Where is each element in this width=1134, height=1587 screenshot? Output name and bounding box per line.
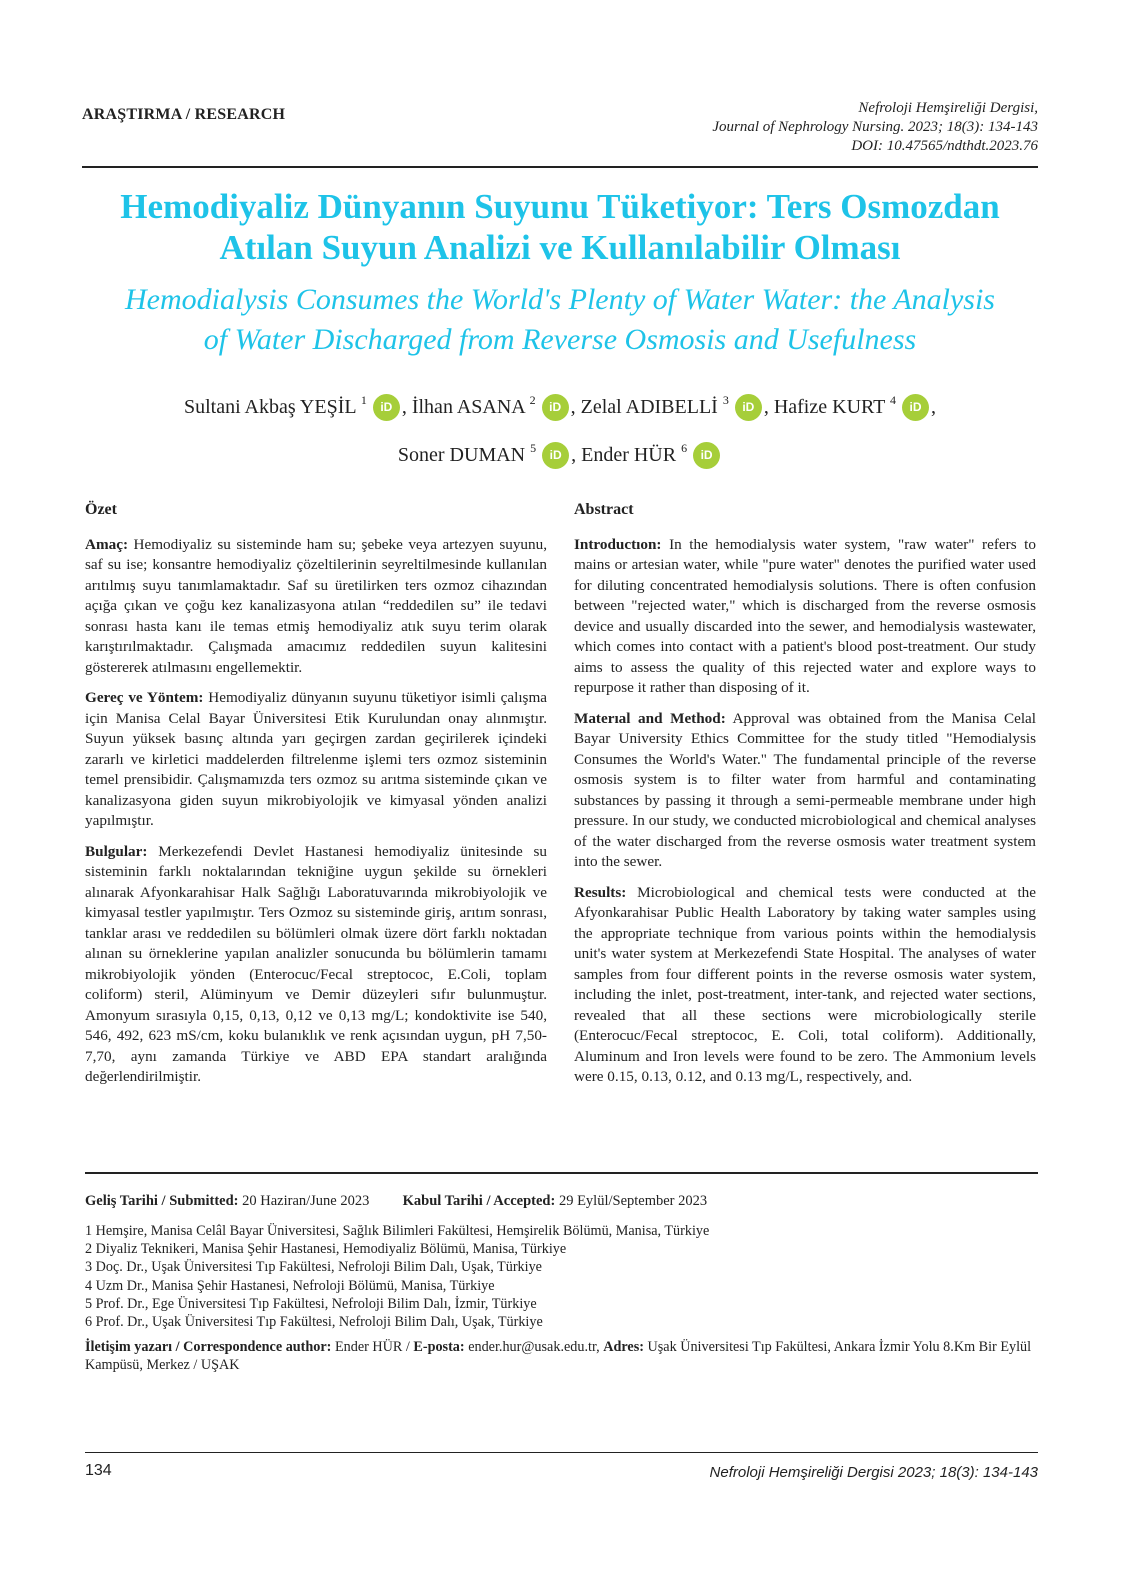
address-label: Adres: (603, 1339, 644, 1355)
ozet-bulgular-paragraph (85, 842, 547, 1088)
affiliation-6: 6 Prof. Dr., Uşak Üniversitesi Tıp Fakültesi, Nefroloji Bilim Dalı, Uşak, Türkiye (85, 1314, 543, 1331)
affiliation-3: 3 Doç. Dr., Uşak Üniversitesi Tıp Fakültesi, Nefroloji Bilim Dalı, Uşak, Türkiye (85, 1259, 542, 1276)
title-en-line-1: Hemodialysis Consumes the World's Plenty of Water Water: the Analysis (125, 283, 995, 316)
author-affiliation-number: 3 (722, 393, 729, 407)
author-separator: , (570, 396, 576, 418)
abstract-method-paragraph (574, 709, 1036, 873)
submitted-label: Geliş Tarihi / Submitted: (85, 1193, 239, 1209)
orcid-icon[interactable]: iD (693, 442, 720, 469)
author-affiliation-number: 1 (360, 393, 367, 407)
affiliation-4: 4 Uzm Dr., Manisa Şehir Hastanesi, Nefroloji Bölümü, Manisa, Türkiye (85, 1277, 495, 1294)
author-affiliation-number: 6 (681, 441, 688, 455)
ozet-heading: Özet (85, 501, 117, 518)
abstract-intro-paragraph (574, 535, 1036, 699)
email-label: E-posta: (413, 1339, 465, 1355)
journal-name-tr: Nefroloji Hemşireliği Dergisi, (858, 100, 1038, 116)
author-name: İlhan ASANA (411, 396, 525, 418)
bulgular-text: Merkezefendi Devlet Hastanesi hemodiyaliz ünitesinde su sisteminin farklı noktalarından tekniğine uygun şekilde su örnekleri alınarak Afyonkarahisar Halk Sağlığı Laboratuvarında mikrobiyolojik ve kimyasal testler yapılmıştır. Ters Ozmoz su sisteminde giriş, arıtım sonrası, tanklar arası ve reddedilen su bölümleri olmak üzere dört farklı noktadan alınan su örneklerine yapılan analizler sonucunda bu bölümlerin tamamı mikrobiyolojik yönden (Enterocuc/Fecal streptococ, E.Coli, toplam coliform) steril, Alüminyum ve Demir düzeyleri sıfır bulunmuştur. Amonyum sırasıyla 0,15, 0,13, 0,12 ve 0,13 mg/L; kondoktivite ise 540, 546, 492, 623 mS/cm, koku bulanıklık ve renk açısından uygun, pH 7,50-7,70, aynı zamanda Türkiye ve ABD EPA standart aralığında değerlendirilmiştir. (85, 842, 547, 1085)
address-text: Uşak Üniversitesi Tıp Fakültesi, Ankara İzmir Yolu 8.Km Bir Eylül Kampüsü, Merkez / UŞAK (85, 1339, 1032, 1374)
abstract-results-paragraph (574, 883, 1036, 1088)
author-line-2 (82, 428, 1038, 476)
author-5 (397, 441, 577, 466)
author-2 (411, 393, 576, 418)
results-label: Results: (574, 883, 627, 901)
footer-divider (85, 1452, 1038, 1453)
author-separator: , (931, 396, 936, 418)
results-text: Microbiological and chemical tests were conducted at the Afyonkarahisar Public Health Laboratory by taking water samples using the appropriate technique from various points within the hemodialysis unit's water system at Merkezefendi State Hospital. The analyses of water samples from four different points in the reverse osmosis water system, including the inlet, post-treatment, inter-tank, and rejected water sections, revealed that all these sections were microbiologically sterile (Enterocuc/Fecal streptococ, E. Coli, total coliform). Additionally, Aluminum and Iron levels were found to be zero. The Ammonium levels were 0.15, 0.13, 0.12, and 0.13 mg/L, respectively, and. (574, 883, 1037, 1085)
bulgular-label: Bulgular: (85, 842, 148, 860)
author-separator: , (401, 396, 407, 418)
author-affiliation-number: 2 (529, 393, 536, 407)
author-1 (183, 393, 407, 418)
accepted-date: 29 Eylül/September 2023 (558, 1193, 708, 1209)
amac-text: Hemodiyaliz su sisteminde ham su; şebeke veya artezyen suyunu, saf su ise; konsantre hemodiyaliz çözeltilerinin seyreltilmesinde kullanılan arıtılmış suyu tanımlamaktadır. Saf su üretilirken ters ozmoz cihazından açığa çıkan ve çoğu kez kanalizasyona atılan “reddedilen su” ile tedavi sonrası hasta kanı ile temas etmiş hemodiyaliz atık suyu terim olarak karıştırılmaktadır. Çalışmada amacımız reddedilen suyun kalitesini göstererek atılmasını engellemektir. (85, 535, 547, 676)
header-divider (82, 166, 1038, 168)
affiliation-5: 5 Prof. Dr., Ege Üniversitesi Tıp Fakültesi, Nefroloji Bilim Dalı, İzmir, Türkiye (85, 1295, 537, 1312)
orcid-icon[interactable]: iD (902, 394, 929, 421)
author-affiliation-number: 5 (530, 441, 537, 455)
method-label: Materıal and Method: (574, 709, 726, 727)
ozet-column (85, 500, 547, 1098)
author-4 (773, 393, 936, 418)
orcid-icon[interactable]: iD (542, 394, 569, 421)
journal-citation-en: Journal of Nephrology Nursing. 2023; 18(3): 134-143 (712, 119, 1038, 135)
correspondence-info (85, 1338, 1035, 1374)
author-name: Zelal ADIBELLİ (580, 396, 718, 418)
submission-dates (85, 1193, 707, 1210)
author-6 (581, 441, 722, 466)
abstract-column (574, 500, 1036, 1098)
author-name: Hafize KURT (773, 396, 885, 418)
author-name: Soner DUMAN (397, 444, 526, 466)
ozet-amac-paragraph (85, 535, 547, 679)
footer-journal-citation: Nefroloji Hemşireliği Dergisi 2023; 18(3): 134-143 (709, 1464, 1038, 1481)
submitted-date: 20 Haziran/June 2023 (242, 1193, 370, 1209)
email-link[interactable]: ender.hur@usak.edu.tr, (468, 1339, 600, 1355)
author-name: Sultani Akbaş YEŞİL (183, 396, 356, 418)
author-list (82, 380, 1038, 476)
section-label: ARAŞTIRMA / RESEARCH (82, 106, 286, 123)
title-english (82, 280, 1038, 360)
gerec-text: Hemodiyaliz dünyanın suyunu tüketiyor isimli çalışma için Manisa Celal Bayar Üniversitesi Etik Kurulundan onay alınmıştır. Suyun yüksek basınç altında yarı geçirgen zardan geçirilerek içindeki zararlı ve kirletici maddelerden filtrelenme işlemi ters ozmoz sisteminin temel prensibidir. Çalışmamızda ters ozmoz su arıtma sisteminde çıkan ve kanalizasyona giden suyun mikrobiyolojik ve kimyasal yönden analizi yapılmıştır. (85, 689, 547, 829)
abstract-divider (85, 1172, 1038, 1174)
abstract-heading: Abstract (574, 501, 634, 518)
orcid-icon[interactable]: iD (735, 394, 762, 421)
author-name: Ender HÜR (581, 444, 677, 466)
affiliation-1: 1 Hemşire, Manisa Celâl Bayar Üniversitesi, Sağlık Bilimleri Fakültesi, Hemşirelik Bölümü, Manisa, Türkiye (85, 1223, 710, 1239)
method-text: Approval was obtained from the Manisa Celal Bayar University Ethics Committee for the study titled "Hemodialysis Consumes the World's Water." The fundamental principle of the reverse osmosis system is to filter water from harmful and contaminating substances by passing it through a semi-permeable membrane under high pressure. In our study, we conducted microbiological and chemical analyses of the water discharged from the reverse osmosis water treatment system into the sewer. (574, 709, 1036, 870)
accepted-label: Kabul Tarihi / Accepted: (402, 1193, 556, 1209)
title-tr-line-1: Hemodiyaliz Dünyanın Suyunu Tüketiyor: Ters Osmozdan (120, 187, 1000, 226)
title-turkish (82, 186, 1038, 268)
author-line-1 (82, 380, 1038, 428)
orcid-icon[interactable]: iD (373, 394, 400, 421)
author-separator: , (571, 444, 577, 466)
intro-text: In the hemodialysis water system, "raw water" refers to mains or artesian water, while "pure water" denotes the purified water used for diluting concentrated hemodialysis solutions. There is often confusion between "rejected water," which is discharged from the reverse osmosis device and usually discarded into the sewer, and hemodialysis wastewater, which comes into contact with a patient's blood post-treatment. Our study aims to assess the quality of this rejected water and explore ways to repurpose it rather than disposing of it. (574, 535, 1036, 696)
orcid-icon[interactable]: iD (542, 442, 569, 469)
author-affiliation-number: 4 (890, 393, 896, 407)
affiliation-2: 2 Diyaliz Teknikeri, Manisa Şehir Hastanesi, Hemodiyaliz Bölümü, Manisa, Türkiye (85, 1241, 567, 1258)
doi[interactable]: DOI: 10.47565/ndthdt.2023.76 (851, 138, 1038, 154)
title-tr-line-2: Atılan Suyun Analizi ve Kullanılabilir Olması (219, 228, 901, 267)
amac-label: Amaç: (85, 535, 129, 553)
gerec-label: Gereç ve Yöntem: (85, 689, 204, 706)
ozet-gerec-paragraph (85, 688, 547, 832)
author-3 (580, 393, 769, 418)
title-en-line-2: of Water Discharged from Reverse Osmosis and Usefulness (203, 323, 917, 356)
journal-header (712, 99, 1038, 156)
correspondence-author: Ender HÜR / (334, 1339, 410, 1355)
intro-label: Introductıon: (574, 535, 662, 553)
page-number: 134 (85, 1462, 112, 1479)
affiliation-list (85, 1222, 709, 1331)
author-separator: , (763, 396, 769, 418)
correspondence-label: İletişim yazarı / Correspondence author: (85, 1339, 332, 1355)
